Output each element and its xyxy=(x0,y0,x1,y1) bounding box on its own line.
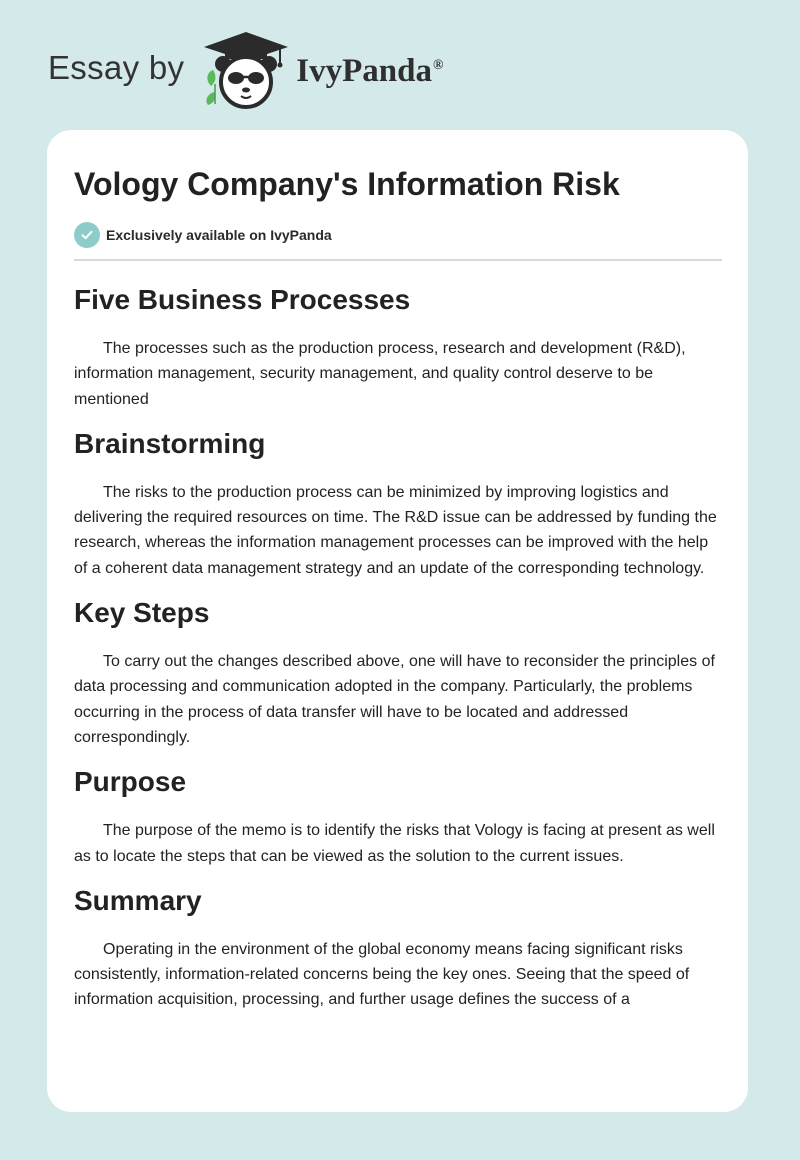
essay-card xyxy=(47,130,748,1112)
check-circle-icon xyxy=(74,222,100,248)
trademark-symbol: ® xyxy=(433,57,444,73)
panda-graduate-icon xyxy=(202,30,290,114)
section-five-business-processes xyxy=(74,282,722,412)
section-purpose xyxy=(74,764,722,869)
section-heading: Summary xyxy=(74,884,202,916)
essay-by-label: Essay by xyxy=(48,49,185,86)
section-key-steps xyxy=(74,595,722,750)
section-heading: Five Business Processes xyxy=(74,284,411,315)
site-header[interactable] xyxy=(48,30,443,114)
page-title: Vology Company's Information Risk xyxy=(74,166,620,202)
section-paragraph: The risks to the production process can be minimized by improving logistics and delivering the required resources on time. The R&D issue can be addressed by funding the research, whereas the information management processes can be improved with the help of a coherent data management strategy and an update of the corresponding technology. xyxy=(74,483,717,577)
section-paragraph: Operating in the environment of the global economy means facing significant risks consistently, information-related concerns being the key ones. Seeing that the speed of information acquisition, processing, and further usage defines the success of a xyxy=(74,940,690,1009)
section-paragraph: To carry out the changes described above, one will have to reconsider the principles of data processing and communication adopted in the company. Particularly, the problems occurring in the process of data transfer will have to be located and addressed correspondingly. xyxy=(74,653,715,746)
exclusive-badge xyxy=(74,221,722,248)
divider xyxy=(74,259,722,261)
section-heading: Brainstorming xyxy=(74,427,266,459)
brand-name: IvyPanda® xyxy=(296,52,444,89)
section-brainstorming xyxy=(74,426,722,581)
badge-label: Exclusively available on IvyPanda xyxy=(106,226,332,243)
section-heading: Purpose xyxy=(74,766,187,798)
section-paragraph: The purpose of the memo is to identify the risks that Vology is facing at present as well as to locate the steps that can be viewed as the solution to the current issues. xyxy=(74,822,715,865)
section-summary xyxy=(74,883,722,1013)
section-heading: Key Steps xyxy=(74,597,210,629)
section-paragraph: The processes such as the production process, research and development (R&D), information management, security management, and quality control deserve to be mentioned xyxy=(74,340,686,408)
